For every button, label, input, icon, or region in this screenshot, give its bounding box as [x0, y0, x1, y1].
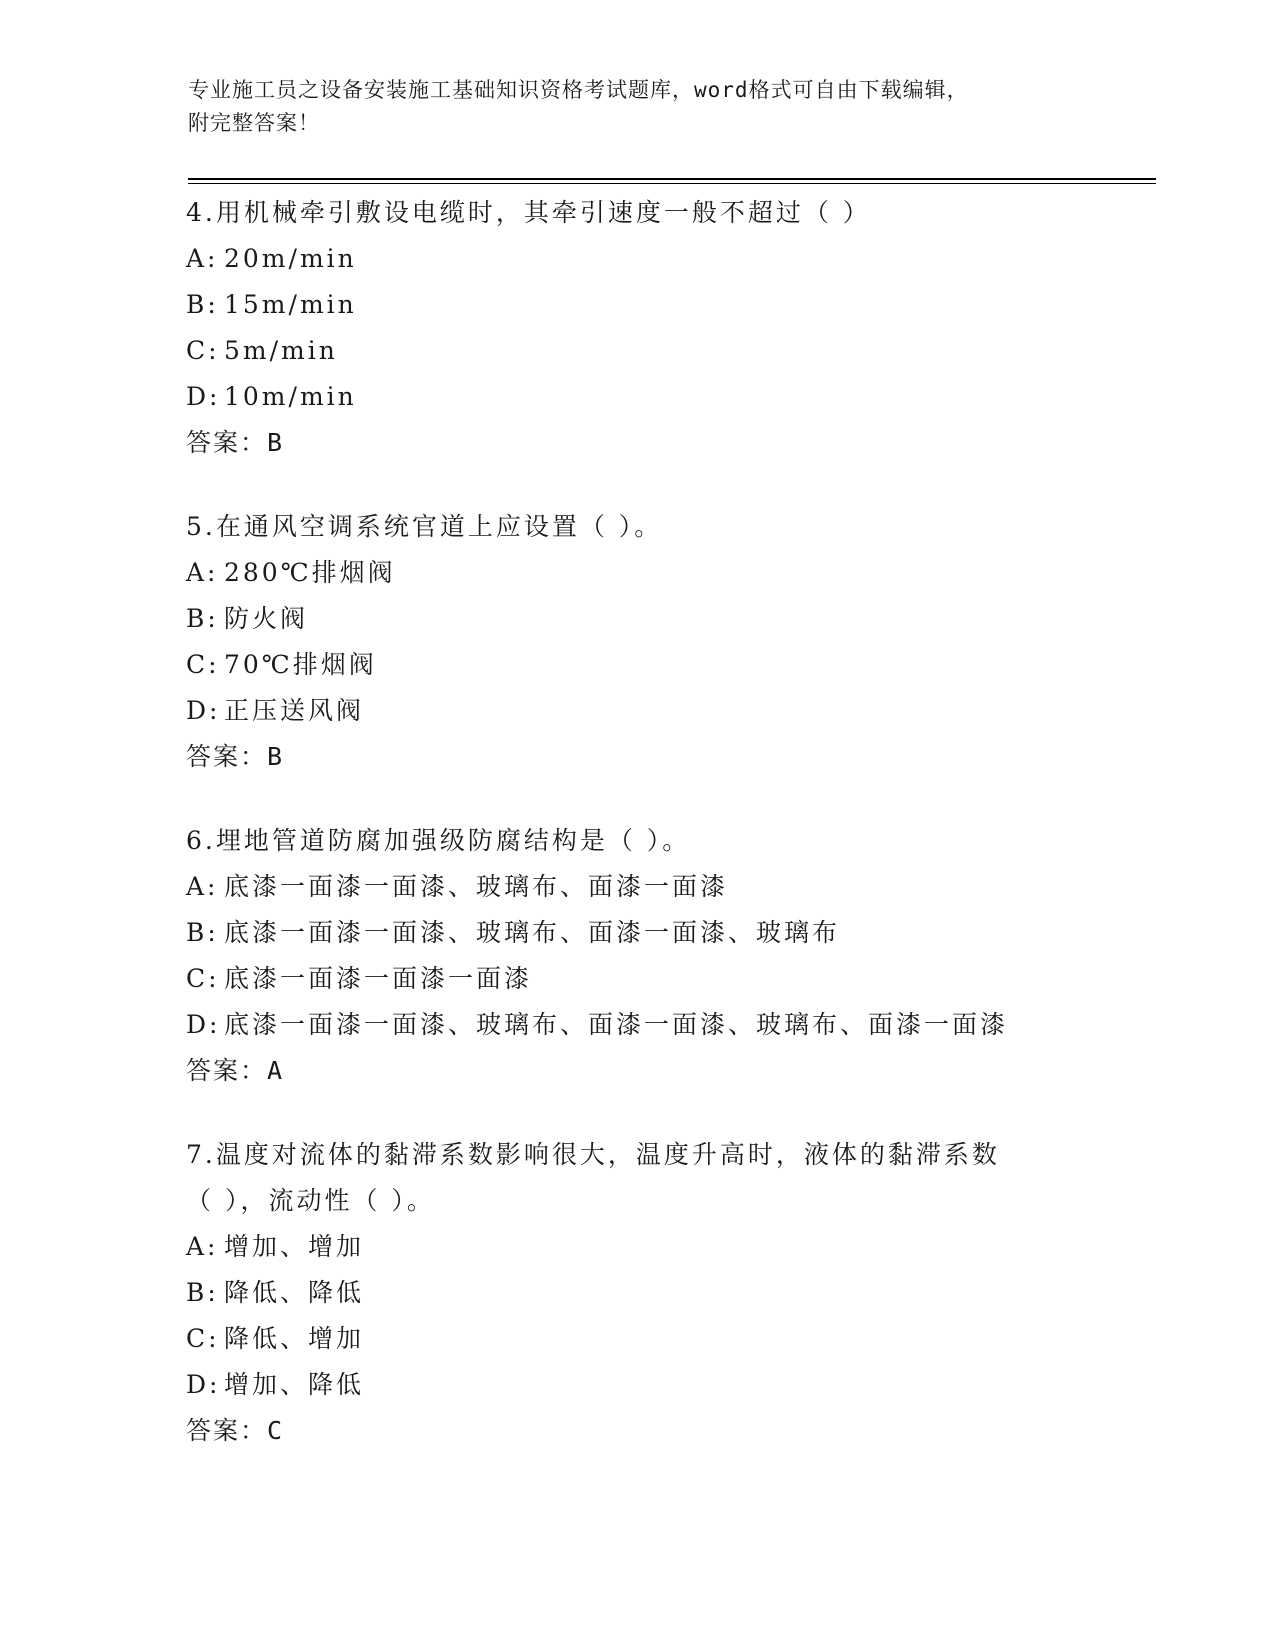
- option-letter: A:: [186, 244, 219, 273]
- option-letter: C:: [186, 336, 220, 365]
- option-letter: B:: [186, 1278, 219, 1307]
- option-letter: B:: [186, 290, 219, 319]
- question-stem: 7.温度对流体的黏滞系数影响很大，温度升高时，液体的黏滞系数（ ），流动性（ ）。: [186, 1140, 1000, 1215]
- option-b: [186, 282, 1186, 328]
- option-b: [186, 910, 1186, 956]
- option-letter: C:: [186, 1324, 220, 1353]
- option-d: [186, 688, 1186, 734]
- option-letter: D:: [186, 696, 221, 725]
- question-stem: 4.用机械牵引敷设电缆时，其牵引速度一般不超过（ ）: [186, 198, 871, 227]
- option-letter: B:: [186, 918, 219, 947]
- option-text: 防火阀: [224, 604, 309, 633]
- question-stem: 6.埋地管道防腐加强级防腐结构是（ ）。: [186, 826, 691, 855]
- option-text: 底漆一面漆一面漆一面漆: [224, 964, 533, 993]
- header-divider-thin: [188, 183, 1156, 184]
- question-7: [186, 1132, 1186, 1454]
- option-a: [186, 864, 1186, 910]
- option-b: [186, 596, 1186, 642]
- answer: 答案：A: [186, 1056, 285, 1085]
- option-letter: A:: [186, 872, 219, 901]
- option-b: [186, 1270, 1186, 1316]
- option-letter: B:: [186, 604, 219, 633]
- option-d: [186, 1002, 1186, 1048]
- option-letter: C:: [186, 964, 220, 993]
- question-6: [186, 818, 1186, 1094]
- option-text: 5m/min: [224, 336, 338, 365]
- option-d: [186, 1362, 1186, 1408]
- option-text: 20m/min: [224, 244, 357, 273]
- option-text: 底漆一面漆一面漆、玻璃布、面漆一面漆、玻璃布: [224, 918, 841, 947]
- option-text: 正压送风阀: [224, 696, 365, 725]
- option-letter: C:: [186, 650, 220, 679]
- question-stem: 5.在通风空调系统官道上应设置（ ）。: [186, 512, 663, 541]
- option-text: 280℃排烟阀: [224, 558, 396, 587]
- option-letter: D:: [186, 382, 221, 411]
- option-text: 70℃排烟阀: [224, 650, 377, 679]
- option-a: [186, 236, 1186, 282]
- option-text: 15m/min: [224, 290, 357, 319]
- option-text: 降低、增加: [224, 1324, 365, 1353]
- option-d: [186, 374, 1186, 420]
- header-line-1: 专业施工员之设备安装施工基础知识资格考试题库，word格式可自由下载编辑，: [188, 78, 969, 102]
- option-text: 底漆一面漆一面漆、玻璃布、面漆一面漆: [224, 872, 729, 901]
- option-letter: A:: [186, 558, 219, 587]
- option-c: [186, 328, 1186, 374]
- answer: 答案：C: [186, 1416, 285, 1445]
- document-header: [188, 74, 1088, 140]
- option-a: [186, 550, 1186, 596]
- option-text: 底漆一面漆一面漆、玻璃布、面漆一面漆、玻璃布、面漆一面漆: [224, 1010, 1009, 1039]
- option-text: 降低、降低: [224, 1278, 365, 1307]
- header-line-2: 附完整答案！: [188, 111, 320, 135]
- answer: 答案：B: [186, 742, 285, 771]
- option-c: [186, 956, 1186, 1002]
- option-text: 10m/min: [224, 382, 357, 411]
- header-divider-thick: [188, 178, 1156, 180]
- question-5: [186, 504, 1186, 780]
- answer: 答案：B: [186, 428, 285, 457]
- option-c: [186, 1316, 1186, 1362]
- option-letter: D:: [186, 1370, 221, 1399]
- option-letter: D:: [186, 1010, 221, 1039]
- option-c: [186, 642, 1186, 688]
- option-text: 增加、降低: [224, 1370, 365, 1399]
- option-letter: A:: [186, 1232, 219, 1261]
- question-list: [186, 190, 1186, 1492]
- question-4: [186, 190, 1186, 466]
- option-a: [186, 1224, 1186, 1270]
- option-text: 增加、增加: [224, 1232, 365, 1261]
